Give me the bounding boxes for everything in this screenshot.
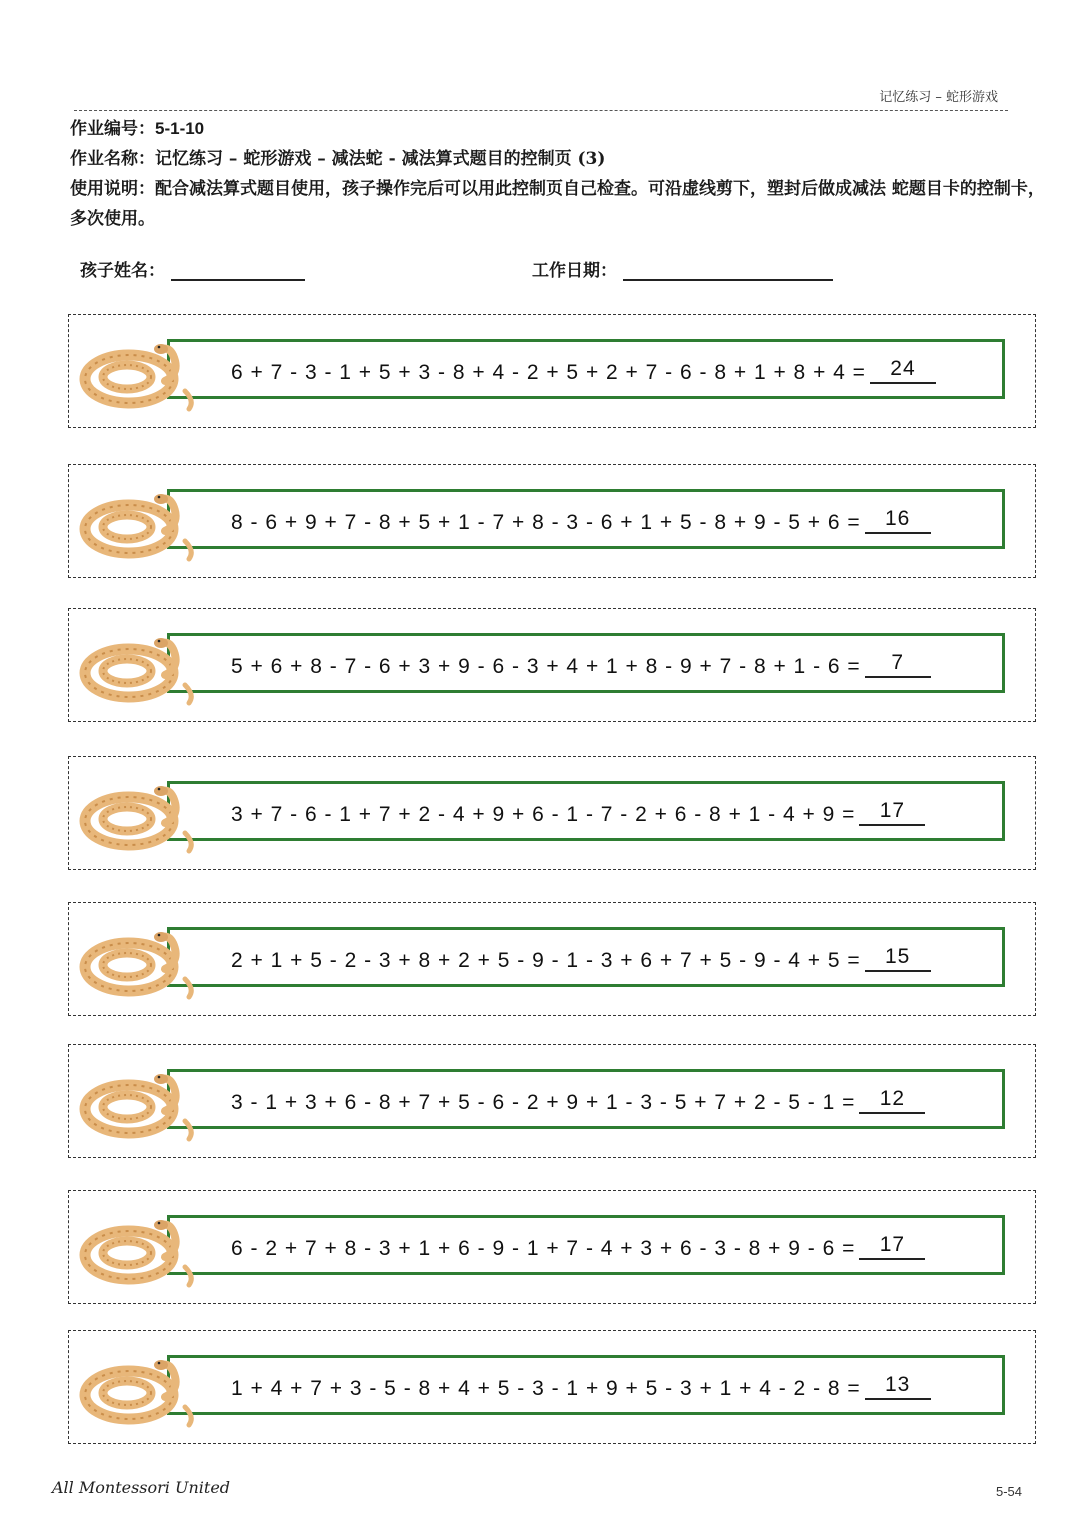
usage-label: 使用说明： bbox=[70, 179, 155, 199]
equation-text bbox=[231, 1087, 925, 1118]
coiled-snake-icon bbox=[77, 1063, 197, 1143]
assignment-name-value: 记忆练习 – 蛇形游戏 – 减法蛇 - 减法算式题目的控制页 (3) bbox=[155, 149, 606, 169]
control-card bbox=[68, 464, 1036, 578]
control-card bbox=[68, 608, 1036, 722]
equation-answer: 12 bbox=[859, 1087, 925, 1114]
equation-answer: 13 bbox=[865, 1373, 931, 1400]
assignment-number-value: 5-1-10 bbox=[155, 119, 205, 138]
header-divider bbox=[74, 110, 1008, 111]
coiled-snake-icon bbox=[77, 1349, 197, 1429]
control-card bbox=[68, 1190, 1036, 1304]
coiled-snake-icon bbox=[77, 483, 197, 563]
running-title: 记忆练习 – 蛇形游戏 bbox=[879, 90, 998, 105]
equation-answer: 15 bbox=[865, 945, 931, 972]
usage-value: 配合减法算式题目使用，孩子操作完后可以用此控制页自己检查。可沿虚线剪下，塑封后做成减法 蛇题目卡的控制卡，多次使用。 bbox=[70, 179, 1045, 229]
work-date-field bbox=[532, 256, 833, 281]
equation-text bbox=[231, 357, 936, 388]
assignment-info bbox=[70, 114, 1045, 234]
coiled-snake-icon bbox=[77, 921, 197, 1001]
equation-text bbox=[231, 651, 931, 682]
work-date-label: 工作日期： bbox=[532, 261, 617, 281]
coiled-snake-icon bbox=[77, 627, 197, 707]
coiled-snake-icon bbox=[77, 333, 197, 413]
equation-expression: 6 + 7 - 3 - 1 + 5 + 3 - 8 + 4 - 2 + 5 + 2 + 7 - 6 - 8 + 1 + 8 + 4 = bbox=[231, 361, 866, 384]
equation-text bbox=[231, 1233, 925, 1264]
coiled-snake-icon bbox=[77, 1209, 197, 1289]
child-name-field bbox=[80, 256, 305, 281]
publisher-name: All Montessori United bbox=[52, 1478, 231, 1497]
equation-expression: 6 - 2 + 7 + 8 - 3 + 1 + 6 - 9 - 1 + 7 - 4 + 3 + 6 - 3 - 8 + 9 - 6 = bbox=[231, 1237, 856, 1260]
child-name-label: 孩子姓名： bbox=[80, 261, 165, 281]
control-card bbox=[68, 1330, 1036, 1444]
coiled-snake-icon bbox=[77, 775, 197, 855]
assignment-number-line bbox=[70, 114, 1045, 144]
equation-expression: 1 + 4 + 7 + 3 - 5 - 8 + 4 + 5 - 3 - 1 + 9 + 5 - 3 + 1 + 4 - 2 - 8 = bbox=[231, 1377, 861, 1400]
assignment-name-line bbox=[70, 144, 1045, 174]
usage-instructions-line bbox=[70, 174, 1045, 234]
equation-text bbox=[231, 945, 931, 976]
assignment-number-label: 作业编号： bbox=[70, 119, 155, 139]
child-name-blank[interactable] bbox=[171, 259, 305, 281]
work-date-blank[interactable] bbox=[623, 259, 833, 281]
assignment-name-label: 作业名称： bbox=[70, 149, 155, 169]
control-card bbox=[68, 756, 1036, 870]
equation-expression: 5 + 6 + 8 - 7 - 6 + 3 + 9 - 6 - 3 + 4 + 1 + 8 - 9 + 7 - 8 + 1 - 6 = bbox=[231, 655, 861, 678]
equation-expression: 3 - 1 + 3 + 6 - 8 + 7 + 5 - 6 - 2 + 9 + 1 - 3 - 5 + 7 + 2 - 5 - 1 = bbox=[231, 1091, 856, 1114]
equation-expression: 3 + 7 - 6 - 1 + 7 + 2 - 4 + 9 + 6 - 1 - 7 - 2 + 6 - 8 + 1 - 4 + 9 = bbox=[231, 803, 856, 826]
equation-text bbox=[231, 507, 931, 538]
control-card bbox=[68, 314, 1036, 428]
equation-text bbox=[231, 1373, 931, 1404]
equation-expression: 2 + 1 + 5 - 2 - 3 + 8 + 2 + 5 - 9 - 1 - 3 + 6 + 7 + 5 - 9 - 4 + 5 = bbox=[231, 949, 861, 972]
equation-answer: 16 bbox=[865, 507, 931, 534]
control-card bbox=[68, 1044, 1036, 1158]
equation-answer: 7 bbox=[865, 651, 931, 678]
control-card bbox=[68, 902, 1036, 1016]
page-number: 5-54 bbox=[995, 1484, 1022, 1499]
equation-answer: 17 bbox=[859, 799, 925, 826]
equation-answer: 24 bbox=[870, 357, 936, 384]
equation-text bbox=[231, 799, 925, 830]
equation-expression: 8 - 6 + 9 + 7 - 8 + 5 + 1 - 7 + 8 - 3 - 6 + 1 + 5 - 8 + 9 - 5 + 6 = bbox=[231, 511, 861, 534]
equation-answer: 17 bbox=[859, 1233, 925, 1260]
